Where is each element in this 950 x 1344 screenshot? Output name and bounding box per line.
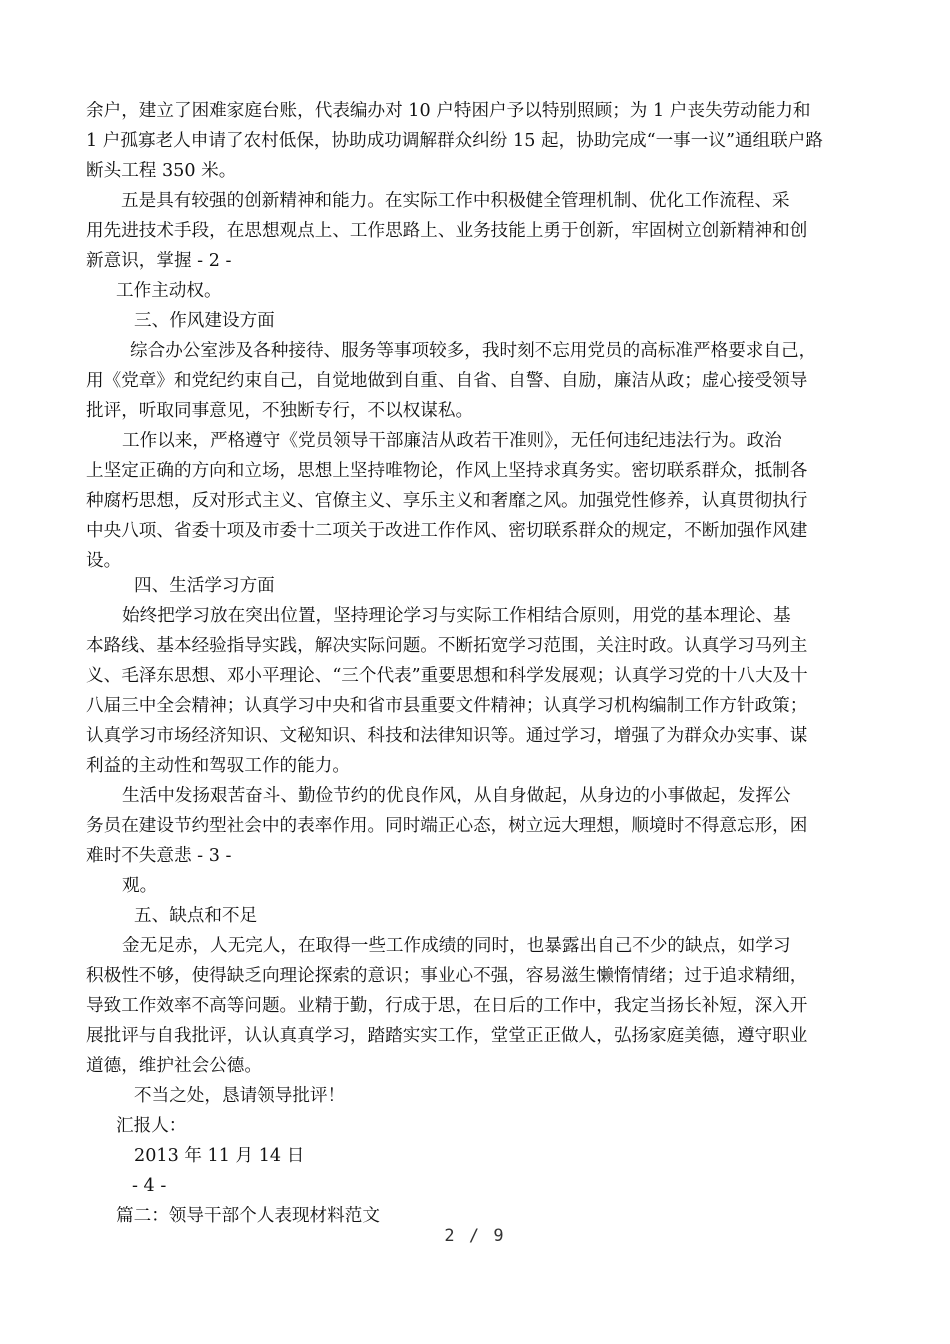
page-indicator: 2 / 9: [444, 1226, 506, 1246]
report-date: 2013 年 11 月 14 日: [134, 1146, 305, 1166]
text-line: 工作主动权。: [116, 281, 222, 301]
text-line: 新意识，掌握 - 2 -: [86, 251, 232, 271]
text-line: 本路线、基本经验指导实践，解决实际问题。不断拓宽学习范围，关注时政。认真学习马列主: [86, 636, 808, 656]
text-line: 导致工作效率不高等问题。业精于勤，行成于思，在日后的工作中，我定当扬长补短，深入开: [86, 996, 808, 1016]
text-line: 中央八项、省委十项及市委十二项关于改进工作作风、密切联系群众的规定，不断加强作风建: [86, 521, 808, 541]
text-line: 用先进技术手段，在思想观点上、工作思路上、业务技能上勇于创新，牢固树立创新精神和创: [86, 221, 808, 241]
section-heading: 篇二：领导干部个人表现材料范文: [116, 1206, 380, 1226]
text-line: 综合办公室涉及各种接待、服务等事项较多，我时刻不忘用党员的高标准严格要求自己，: [130, 341, 817, 361]
text-line: 余户，建立了困难家庭台账，代表编办对 10 户特困户予以特别照顾；为 1 户丧失劳动能力和: [86, 101, 811, 121]
text-line: 义、毛泽东思想、邓小平理论、“三个代表”重要思想和科学发展观；认真学习党的十八大及十: [86, 666, 808, 686]
text-line: 1 户孤寡老人申请了农村低保，协助成功调解群众纠纷 15 起，协助完成“一事一议”通组联户路: [86, 131, 823, 151]
text-line: 五是具有较强的创新精神和能力。在实际工作中积极健全管理机制、优化工作流程、采: [121, 191, 790, 211]
text-line: 金无足赤，人无完人，在取得一些工作成绩的同时，也暴露出自己不少的缺点，如学习: [122, 936, 791, 956]
text-line: 利益的主动性和驾驭工作的能力。: [86, 756, 350, 776]
text-line: 用《党章》和党纪约束自己，自觉地做到自重、自省、自警、自励，廉洁从政；虚心接受领导: [86, 371, 808, 391]
text-line: 设。: [86, 551, 122, 571]
text-line: 生活中发扬艰苦奋斗、勤俭节约的优良作风，从自身做起，从身边的小事做起，发挥公: [122, 786, 791, 806]
text-line: 八届三中全会精神；认真学习中央和省市县重要文件精神；认真学习机构编制工作方针政策；: [86, 696, 808, 716]
section-heading: 五、缺点和不足: [134, 906, 258, 926]
text-line: 务员在建设节约型社会中的表率作用。同时端正心态，树立远大理想，顺境时不得意忘形，困: [86, 816, 808, 836]
text-line: 上坚定正确的方向和立场，思想上坚持唯物论，作风上坚持求真务实。密切联系群众，抵制各: [86, 461, 808, 481]
text-line: 难时不失意悲 - 3 -: [86, 846, 232, 866]
text-line: 观。: [122, 876, 158, 896]
text-line: 认真学习市场经济知识、文秘知识、科技和法律知识等。通过学习，增强了为群众办实事、谋: [86, 726, 808, 746]
text-line: 始终把学习放在突出位置，坚持理论学习与实际工作相结合原则，用党的基本理论、基: [122, 606, 791, 626]
text-line: 断头工程 350 米。: [86, 161, 237, 181]
section-heading: 四、生活学习方面: [134, 576, 275, 596]
reporter-label: 汇报人：: [116, 1116, 187, 1136]
text-line: 工作以来，严格遵守《党员领导干部廉洁从政若干准则》，无任何违纪违法行为。政治: [122, 431, 782, 451]
text-line: 展批评与自我批评，认认真真学习，踏踏实实工作，堂堂正正做人，弘扬家庭美德，遵守职业: [86, 1026, 808, 1046]
text-line: 道德，维护社会公德。: [86, 1056, 262, 1076]
text-line: 种腐朽思想，反对形式主义、官僚主义、享乐主义和奢靡之风。加强党性修养，认真贯彻执行: [86, 491, 808, 511]
section-heading: 三、作风建设方面: [134, 311, 275, 331]
page-number-inline: - 4 -: [132, 1176, 167, 1196]
text-line: 批评，听取同事意见，不独断专行，不以权谋私。: [86, 401, 474, 421]
text-line: 积极性不够，使得缺乏向理论探索的意识；事业心不强，容易滋生懒惰情绪；过于追求精细，: [86, 966, 808, 986]
text-line: 不当之处，恳请领导批评！: [134, 1086, 346, 1106]
